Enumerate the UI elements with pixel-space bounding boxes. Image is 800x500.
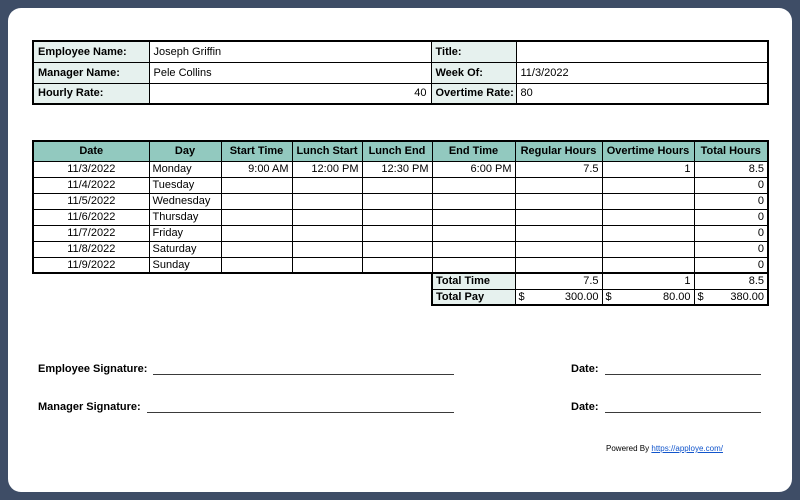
cell-end-time <box>432 225 515 241</box>
cell-day: Sunday <box>149 257 221 273</box>
cell-lunch-end <box>362 193 432 209</box>
cell-end-time: 6:00 PM <box>432 161 515 177</box>
cell-start-time: 9:00 AM <box>221 161 292 177</box>
total-pay-row <box>432 289 768 305</box>
total-pay-regular <box>515 289 602 305</box>
column-header-start-time: Start Time <box>221 141 292 161</box>
total-time-overtime: 1 <box>602 273 694 289</box>
manager-date-label: Date: <box>571 401 599 413</box>
title-label: Title: <box>431 41 516 62</box>
cell-regular-hours <box>515 257 602 273</box>
table-row-friday <box>33 225 768 241</box>
column-header-regular-hours: Regular Hours <box>515 141 602 161</box>
employee-date-line <box>605 360 761 375</box>
total-pay-total <box>694 289 768 305</box>
total-pay-total-amount: 380.00 <box>730 290 764 303</box>
total-pay-overtime-amount: 80.00 <box>662 290 691 303</box>
manager-signature-row <box>38 397 454 413</box>
cell-day: Wednesday <box>149 193 221 209</box>
total-time-row <box>432 273 768 289</box>
cell-total-hours: 0 <box>694 225 768 241</box>
cell-lunch-end: 12:30 PM <box>362 161 432 177</box>
cell-lunch-start <box>292 209 362 225</box>
manager-name-value: Pele Collins <box>149 62 431 83</box>
cell-start-time <box>221 241 292 257</box>
employee-signature-label: Employee Signature: <box>38 363 148 375</box>
employee-info-table <box>32 40 769 105</box>
cell-total-hours: 0 <box>694 209 768 225</box>
employee-date-row <box>571 359 761 375</box>
table-row-saturday <box>33 241 768 257</box>
cell-overtime-hours <box>602 177 694 193</box>
cell-date: 11/6/2022 <box>33 209 149 225</box>
timesheet-header-row <box>33 141 768 161</box>
powered-by-text: Powered By <box>606 444 650 453</box>
powered-by-footer <box>606 444 723 453</box>
hourly-rate-value: 40 <box>149 83 431 104</box>
total-time-regular: 7.5 <box>515 273 602 289</box>
employee-signature-line <box>153 360 454 375</box>
info-row-2 <box>33 62 768 83</box>
cell-date: 11/4/2022 <box>33 177 149 193</box>
cell-lunch-start <box>292 241 362 257</box>
overtime-rate-label: Overtime Rate: <box>431 83 516 104</box>
column-header-total-hours: Total Hours <box>694 141 768 161</box>
cell-date: 11/5/2022 <box>33 193 149 209</box>
week-of-value: 11/3/2022 <box>516 62 768 83</box>
table-row-monday <box>33 161 768 177</box>
employee-name-label: Employee Name: <box>33 41 149 62</box>
table-row-sunday <box>33 257 768 273</box>
cell-lunch-end <box>362 241 432 257</box>
title-value <box>516 41 768 62</box>
total-time-total: 8.5 <box>694 273 768 289</box>
totals-table <box>431 272 769 306</box>
cell-total-hours: 0 <box>694 177 768 193</box>
cell-date: 11/9/2022 <box>33 257 149 273</box>
cell-total-hours: 0 <box>694 241 768 257</box>
cell-start-time <box>221 225 292 241</box>
cell-day: Monday <box>149 161 221 177</box>
cell-regular-hours: 7.5 <box>515 161 602 177</box>
cell-start-time <box>221 257 292 273</box>
cell-total-hours: 0 <box>694 257 768 273</box>
column-header-end-time: End Time <box>432 141 515 161</box>
cell-regular-hours <box>515 193 602 209</box>
cell-date: 11/7/2022 <box>33 225 149 241</box>
cell-lunch-end <box>362 177 432 193</box>
week-of-label: Week Of: <box>431 62 516 83</box>
cell-lunch-start <box>292 177 362 193</box>
employee-name-value: Joseph Griffin <box>149 41 431 62</box>
cell-regular-hours <box>515 241 602 257</box>
cell-day: Thursday <box>149 209 221 225</box>
cell-lunch-start <box>292 257 362 273</box>
total-time-label: Total Time <box>432 273 515 289</box>
cell-end-time <box>432 193 515 209</box>
cell-overtime-hours <box>602 241 694 257</box>
manager-signature-line <box>147 398 454 413</box>
table-row-wednesday <box>33 193 768 209</box>
timesheet-section <box>32 140 767 306</box>
total-pay-regular-amount: 300.00 <box>564 290 599 303</box>
info-row-1 <box>33 41 768 62</box>
column-header-day: Day <box>149 141 221 161</box>
column-header-date: Date <box>33 141 149 161</box>
column-header-lunch-start: Lunch Start <box>292 141 362 161</box>
overtime-rate-value: 80 <box>516 83 768 104</box>
timesheet-page <box>8 8 792 492</box>
currency-symbol: $ <box>518 290 525 303</box>
cell-overtime-hours <box>602 209 694 225</box>
cell-lunch-start <box>292 225 362 241</box>
table-row-thursday <box>33 209 768 225</box>
column-header-overtime-hours: Overtime Hours <box>602 141 694 161</box>
info-row-3 <box>33 83 768 104</box>
employee-signature-row <box>38 359 454 375</box>
cell-day: Saturday <box>149 241 221 257</box>
cell-regular-hours <box>515 209 602 225</box>
manager-name-label: Manager Name: <box>33 62 149 83</box>
cell-start-time <box>221 193 292 209</box>
cell-end-time <box>432 257 515 273</box>
cell-regular-hours <box>515 225 602 241</box>
cell-lunch-end <box>362 209 432 225</box>
cell-overtime-hours <box>602 225 694 241</box>
cell-overtime-hours: 1 <box>602 161 694 177</box>
table-row-tuesday <box>33 177 768 193</box>
cell-day: Tuesday <box>149 177 221 193</box>
cell-overtime-hours <box>602 193 694 209</box>
cell-end-time <box>432 241 515 257</box>
column-header-lunch-end: Lunch End <box>362 141 432 161</box>
apploye-link[interactable]: https://apploye.com/ <box>651 444 723 453</box>
hourly-rate-label: Hourly Rate: <box>33 83 149 104</box>
total-pay-overtime <box>602 289 694 305</box>
manager-signature-label: Manager Signature: <box>38 401 141 413</box>
cell-regular-hours <box>515 177 602 193</box>
cell-date: 11/8/2022 <box>33 241 149 257</box>
cell-start-time <box>221 209 292 225</box>
employee-date-label: Date: <box>571 363 599 375</box>
cell-lunch-start: 12:00 PM <box>292 161 362 177</box>
cell-day: Friday <box>149 225 221 241</box>
cell-lunch-start <box>292 193 362 209</box>
cell-lunch-end <box>362 257 432 273</box>
cell-lunch-end <box>362 225 432 241</box>
cell-overtime-hours <box>602 257 694 273</box>
currency-symbol: $ <box>697 290 704 303</box>
cell-end-time <box>432 177 515 193</box>
cell-total-hours: 8.5 <box>694 161 768 177</box>
cell-start-time <box>221 177 292 193</box>
manager-date-row <box>571 397 761 413</box>
timesheet-table <box>32 140 769 274</box>
total-pay-label: Total Pay <box>432 289 515 305</box>
manager-date-line <box>605 398 761 413</box>
cell-total-hours: 0 <box>694 193 768 209</box>
cell-end-time <box>432 209 515 225</box>
currency-symbol: $ <box>605 290 612 303</box>
cell-date: 11/3/2022 <box>33 161 149 177</box>
